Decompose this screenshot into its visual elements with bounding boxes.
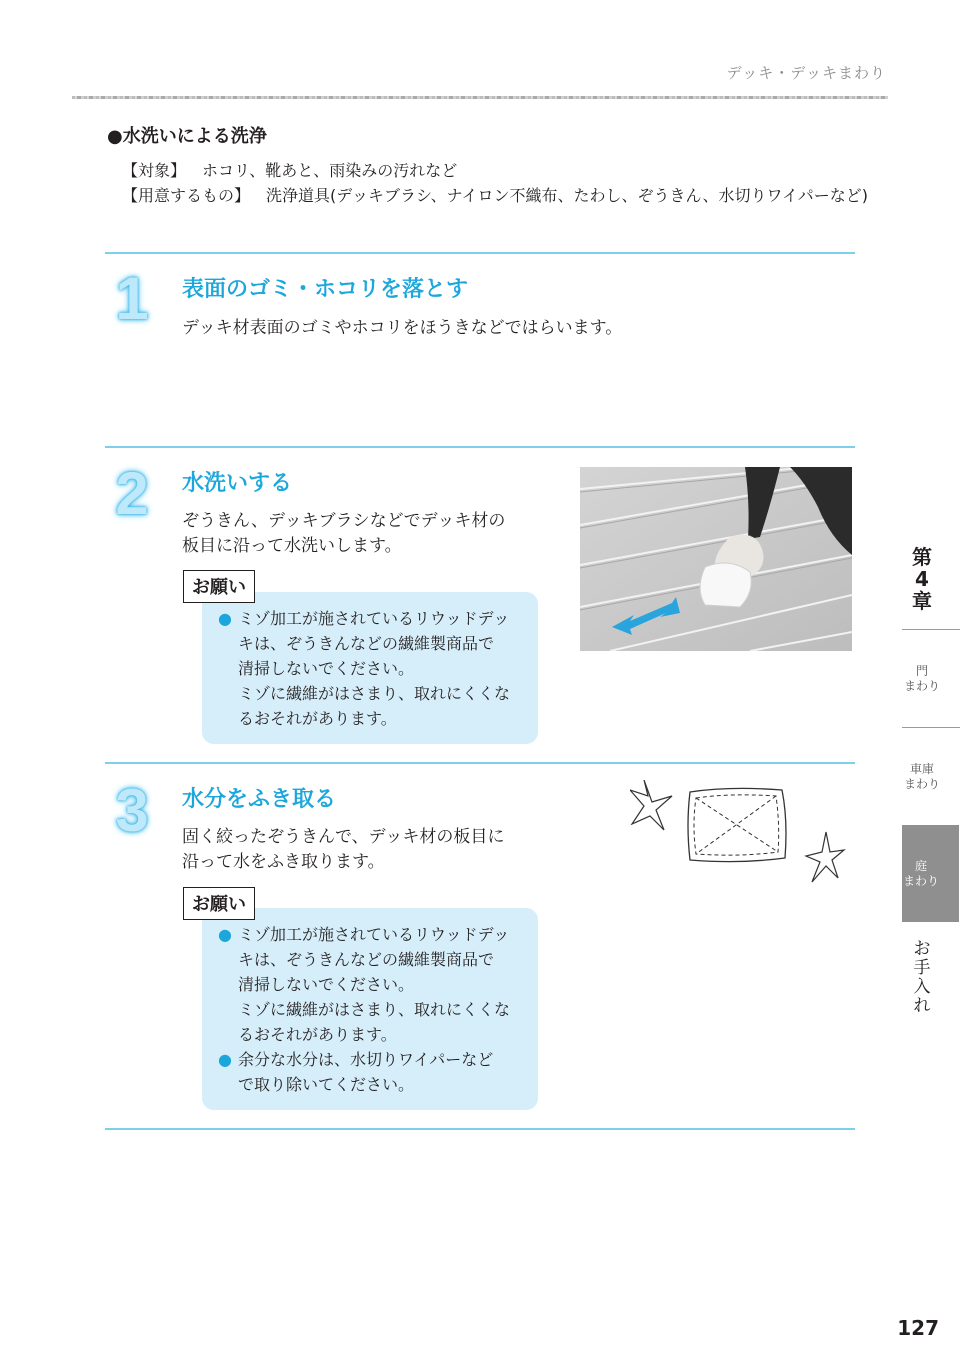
step-divider xyxy=(105,1128,855,1130)
vertical-char: 入 xyxy=(913,977,931,997)
step-2-body xyxy=(182,509,505,559)
tab-label: 門 xyxy=(915,664,928,678)
step-2-number: 2 xyxy=(115,460,149,527)
note-line: キは、ぞうきんなどの繊維製商品で xyxy=(238,950,495,969)
target-line xyxy=(122,158,457,181)
step-3-note-label: お願い xyxy=(183,887,255,920)
note-line: ミゾに繊維がはさまり、取れにくくな xyxy=(238,1000,511,1019)
wrung-towel-illustration xyxy=(630,780,850,885)
tab-divider xyxy=(902,727,960,728)
tab-garden[interactable] xyxy=(902,825,959,922)
step-2-note-box xyxy=(202,592,538,744)
step-2-body-line: ぞうきん、デッキブラシなどでデッキ材の xyxy=(182,511,506,531)
note-line: 余分な水分は、水切りワイパーなど xyxy=(238,1050,494,1069)
deck-cleaning-photo xyxy=(580,467,852,651)
step-3-number: 3 xyxy=(115,777,149,844)
note-line: 清掃しないでください。 xyxy=(238,659,415,678)
note-line: キは、ぞうきんなどの繊維製商品で xyxy=(238,634,495,653)
step-1-body-line: デッキ材表面のゴミやホコリをほうきなどではらいます。 xyxy=(182,318,623,338)
step-2-title: 水洗いする xyxy=(182,471,293,496)
target-label: 【対象】 xyxy=(122,161,187,180)
page-number: 127 xyxy=(897,1316,939,1340)
step-1-body xyxy=(182,316,622,341)
step-divider xyxy=(105,252,855,254)
target-text: ホコリ、靴あと、雨染みの汚れなど xyxy=(202,161,458,180)
step-3-note-box xyxy=(202,908,538,1110)
note-line: 清掃しないでください。 xyxy=(238,975,415,994)
section-title: ●水洗いによる洗浄 xyxy=(107,126,267,147)
chapter-marker xyxy=(903,546,941,612)
vertical-char: お xyxy=(913,939,931,959)
tab-label: まわり xyxy=(903,777,940,791)
prep-label: 【用意するもの】 xyxy=(122,186,251,205)
note-item xyxy=(218,606,532,731)
note-line: るおそれがあります。 xyxy=(238,1025,397,1044)
tab-label: まわり xyxy=(903,679,940,693)
note-line: ミゾに繊維がはさまり、取れにくくな xyxy=(238,684,511,703)
chapter-char: 第 xyxy=(912,545,932,569)
tab-label: 車庫 xyxy=(909,762,934,776)
tab-label-line: 庭 xyxy=(914,859,927,873)
step-divider xyxy=(105,762,855,764)
chapter-char: 章 xyxy=(912,589,932,613)
step-1-title: 表面のゴミ・ホコリを落とす xyxy=(182,277,469,302)
running-header: デッキ・デッキまわり xyxy=(726,64,886,82)
chapter-char: 4 xyxy=(915,567,929,591)
step-divider xyxy=(105,446,855,448)
vertical-char: 手 xyxy=(913,958,931,978)
note-line: ミゾ加工が施されているリウッドデッ xyxy=(238,925,510,944)
bullet-dot-icon: ● xyxy=(218,609,232,628)
tab-garage[interactable] xyxy=(903,762,941,792)
step-2-body-line: 板目に沿って水洗いします。 xyxy=(182,536,402,556)
prep-line xyxy=(122,183,868,206)
tab-divider xyxy=(902,629,960,630)
step-2-note-label: お願い xyxy=(183,570,255,603)
tab-label-line: まわり xyxy=(902,874,939,888)
note-item xyxy=(218,922,532,1047)
note-item xyxy=(218,1047,532,1097)
note-line: で取り除いてください。 xyxy=(238,1075,415,1094)
vertical-char: れ xyxy=(913,996,931,1016)
bullet-dot-icon: ● xyxy=(218,1050,232,1069)
note-line: ミゾ加工が施されているリウッドデッ xyxy=(238,609,510,628)
tab-gate[interactable] xyxy=(903,664,941,694)
bullet-dot-icon: ● xyxy=(218,925,232,944)
tab-label xyxy=(902,859,940,889)
note-line: るおそれがあります。 xyxy=(238,709,397,728)
header-divider xyxy=(72,96,888,99)
step-1-number: 1 xyxy=(115,265,149,332)
step-3-body xyxy=(182,825,504,875)
step-3-title: 水分をふき取る xyxy=(182,787,337,812)
step-3-body-line: 沿って水をふき取ります。 xyxy=(182,852,385,872)
prep-text: 洗浄道具(デッキブラシ、ナイロン不織布、たわし、ぞうきん、水切りワイパーなど) xyxy=(266,186,868,205)
maintenance-vertical-label xyxy=(911,940,933,1016)
step-3-body-line: 固く絞ったぞうきんで、デッキ材の板目に xyxy=(182,827,505,847)
